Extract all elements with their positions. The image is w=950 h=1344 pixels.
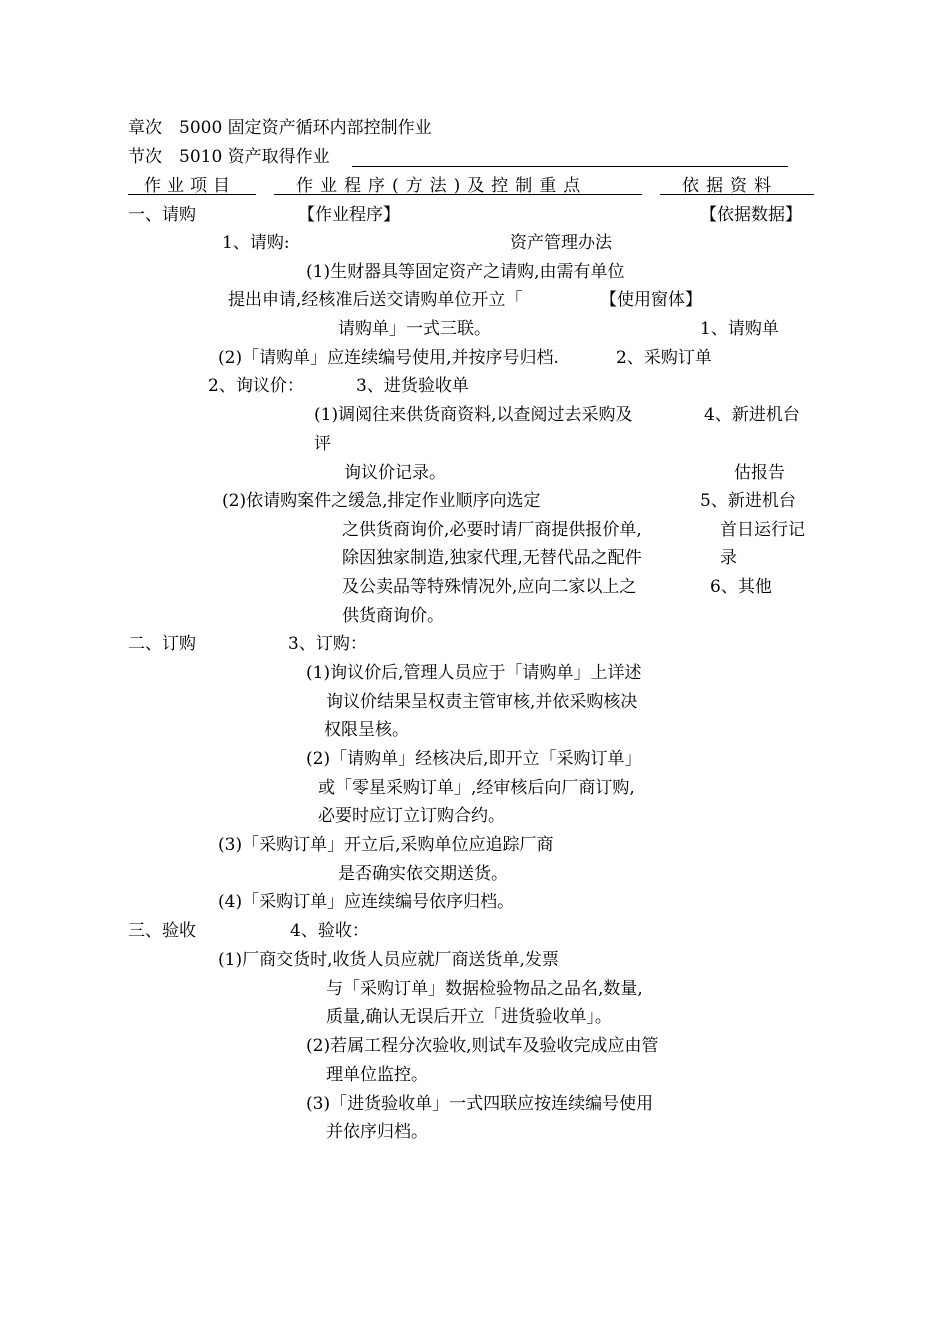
basis-form-5-cont2: 录 <box>720 548 737 568</box>
step-2-2-line-e: 供货商询价。 <box>342 606 444 626</box>
step-2-2-line-d: 及公卖品等特殊情况外,应向二家以上之 <box>342 577 637 597</box>
step-3-2-line-b: 或「零星采购订单」,经审核后向厂商订购, <box>318 778 635 798</box>
basis-form-6: 6、其他 <box>710 577 772 597</box>
step-3-3-line-a: (3)「采购订单」开立后,采购单位应追踪厂商 <box>218 835 554 855</box>
tag-basis-data: 【依据数据】 <box>700 205 802 225</box>
step-3-2-line-a: (2)「请购单」经核决后,即开立「采购订单」 <box>306 749 642 769</box>
step-1-1-line-b: 提出申请,经核准后送交请购单位开立「 <box>228 290 523 310</box>
column-header-basis: 依据资料 <box>682 176 778 196</box>
step-1-title: 1、请购: <box>222 233 290 253</box>
item-order: 二、订购 <box>128 634 196 654</box>
basis-form-5-cont: 首日运行记 <box>720 520 805 540</box>
section-line: 节次 5010 资产取得作业 <box>128 147 330 167</box>
step-2-2-line-b: 之供货商询价,必要时请厂商提供报价单, <box>342 520 642 540</box>
step-1-2: (2)「请购单」应连续编号使用,并按序号归档. <box>218 348 559 368</box>
step-2-title: 2、询议价： <box>208 376 304 396</box>
section-underline <box>352 166 788 167</box>
step-4-3-line-a: (3)「进货验收单」一式四联应按连续编号使用 <box>306 1094 654 1114</box>
basis-form-4-cont: 估报告 <box>734 463 785 483</box>
step-4-2-line-a: (2)若属工程分次验收,则试车及验收完成应由管 <box>306 1036 659 1056</box>
basis-form-2: 2、采购订单 <box>616 348 712 368</box>
step-3-4: (4)「采购订单」应连续编号依序归档。 <box>218 892 515 912</box>
step-4-2-line-b: 理单位监控。 <box>326 1065 428 1085</box>
step-4-1-line-b: 与「采购订单」数据检验物品之品名,数量, <box>326 979 643 999</box>
column-header-basis-underline <box>660 194 814 195</box>
step-4-3-line-b: 并依序归档。 <box>326 1122 428 1142</box>
tag-procedure: 【作业程序】 <box>298 205 400 225</box>
step-2-1-line-a: (1)调阅往来供货商资料,以查阅过去采购及 <box>314 405 633 425</box>
column-header-procedure: 作业程序(方法)及控制重点 <box>296 176 588 196</box>
basis-asset-rules: 资产管理办法 <box>510 233 612 253</box>
tag-forms: 【使用窗体】 <box>600 290 702 310</box>
column-header-items-underline <box>128 194 256 195</box>
basis-form-1: 1、请购单 <box>700 319 779 339</box>
basis-form-5: 5、新进机台 <box>700 491 796 511</box>
basis-form-3: 3、进货验收单 <box>356 376 469 396</box>
step-3-3-line-b: 是否确实依交期送货。 <box>338 864 508 884</box>
item-inspection: 三、验收 <box>128 921 196 941</box>
column-header-procedure-underline <box>274 194 642 195</box>
step-4-1-line-a: (1)厂商交货时,收货人员应就厂商送货单,发票 <box>218 950 559 970</box>
step-1-1-line-a: (1)生财器具等固定资产之请购,由需有单位 <box>306 262 625 282</box>
step-4-1-line-c: 质量,确认无误后开立「进货验收单」。 <box>326 1007 612 1027</box>
basis-form-4: 4、新进机台 <box>704 405 800 425</box>
step-2-1-line-b: 评 <box>314 434 331 454</box>
step-3-1-line-b: 询议价结果呈权责主管审核,并依采购核决 <box>326 692 638 712</box>
step-3-1-line-a: (1)询议价后,管理人员应于「请购单」上详述 <box>306 663 642 683</box>
step-2-2-line-c: 除因独家制造,独家代理,无替代品之配件 <box>342 548 642 568</box>
step-3-2-line-c: 必要时应订立订购合约。 <box>318 806 505 826</box>
step-2-2-line-a: (2)依请购案件之缓急,排定作业顺序向选定 <box>222 491 541 511</box>
step-1-1-line-c: 请购单」一式三联。 <box>338 319 491 339</box>
step-3-1-line-c: 权限呈核。 <box>324 720 409 740</box>
item-purchase-request: 一、请购 <box>128 205 196 225</box>
step-3-title: 3、订购： <box>288 634 367 654</box>
chapter-line: 章次 5000 固定资产循环内部控制作业 <box>128 118 432 138</box>
step-2-1-line-c: 询议价记录。 <box>344 463 446 483</box>
column-header-items: 作业项目 <box>144 176 236 196</box>
step-4-title: 4、验收： <box>290 921 369 941</box>
